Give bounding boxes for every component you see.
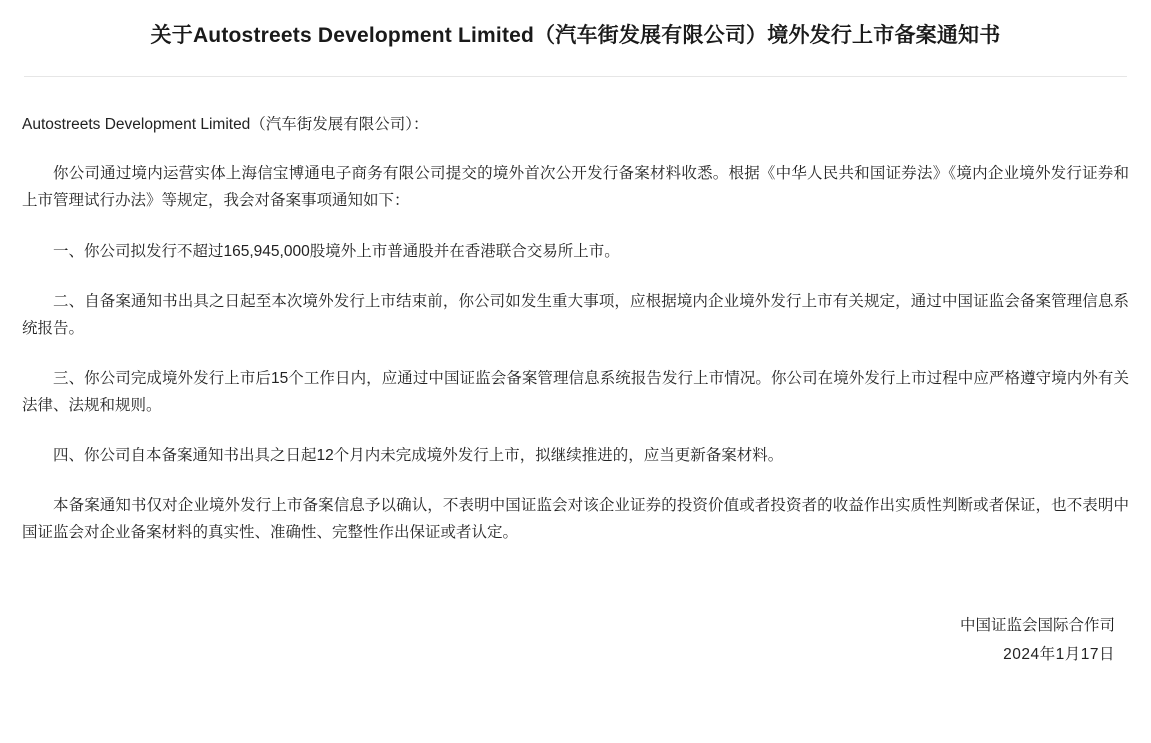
paragraph-disclaimer: 本备案通知书仅对企业境外发行上市备案信息予以确认，不表明中国证监会对该企业证券的投资价值或者投资者的收益作出实质性判断或者保证，也不表明中国证监会对企业备案材料的真实性、准确性、完整性作出保证或者认定。 bbox=[22, 497, 1129, 542]
salutation: Autostreets Development Limited（汽车街发展有限公司）： bbox=[22, 115, 429, 133]
title-divider bbox=[24, 76, 1127, 77]
paragraph-intro: 你公司通过境内运营实体上海信宝博通电子商务有限公司提交的境外首次公开发行备案材料收悉。根据《中华人民共和国证券法》《境内企业境外发行证券和上市管理试行办法》等规定，我会对备案事项通知如下： bbox=[22, 165, 1129, 210]
paragraph-item-1: 一、你公司拟发行不超过165,945,000股境外上市普通股并在香港联合交易所上市。 bbox=[53, 242, 620, 260]
page-title: 关于Autostreets Development Limited（汽车街发展有限公司）境外发行上市备案通知书 bbox=[150, 24, 1001, 47]
paragraph-item-3: 三、你公司完成境外发行上市后15个工作日内，应通过中国证监会备案管理信息系统报告发行上市情况。你公司在境外发行上市过程中应严格遵守境内外有关法律、法规和规则。 bbox=[22, 369, 1129, 415]
paragraph-item-4: 四、你公司自本备案通知书出具之日起12个月内未完成境外发行上市，拟继续推进的，应当更新备案材料。 bbox=[53, 447, 784, 465]
paragraph-item-2: 二、自备案通知书出具之日起至本次境外发行上市结束前，你公司如发生重大事项，应根据境内企业境外发行上市有关规定，通过中国证监会备案管理信息系统报告。 bbox=[22, 292, 1129, 337]
signature-issuer: 中国证监会国际合作司 bbox=[959, 616, 1115, 634]
document-body bbox=[0, 113, 1151, 670]
signature-date: 2024年1月17日 bbox=[1003, 645, 1115, 663]
